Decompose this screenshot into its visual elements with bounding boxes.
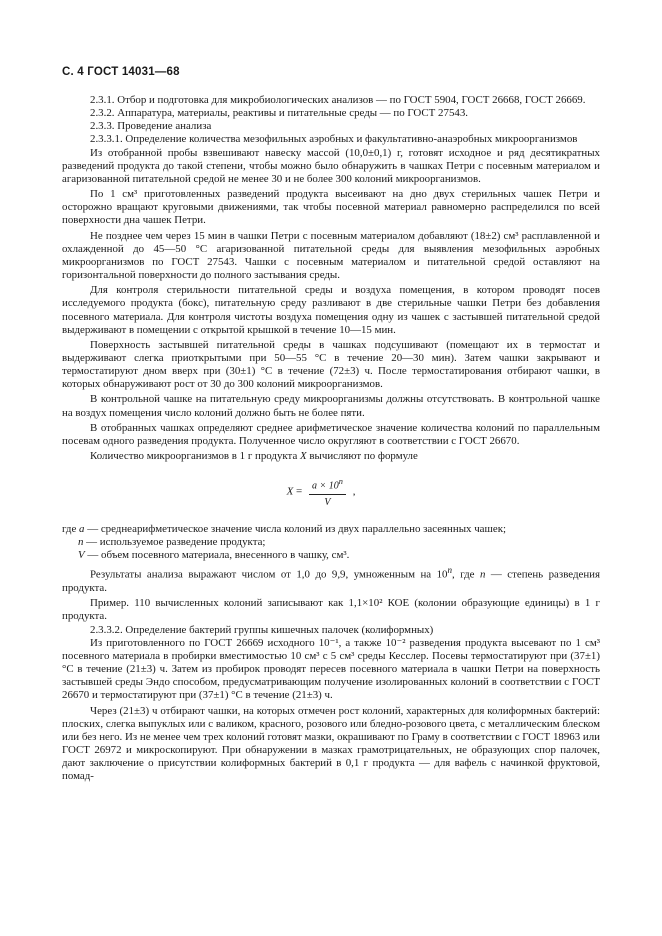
paragraph: Через (21±3) ч отбирают чашки, на которых отмечен рост колоний, характерных для колиформных бактерий: плоских, слегка выпуклых или с валиком, красного, розового или бледно-розового цвета, с металлическим блеском или без него. Из не менее чем трех колоний готовят мазки, окрашивают по Граму в соответствии с ГОСТ 18963 или ГОСТ 26972 и микроскопируют. При обнаружении в мазках грамотрицательных, не образующих спор палочек, дают заключение о присутствии колиформных бактерий в 0,1 г продукта — для вафель с начинкой фруктовой, помад-	[62, 704, 600, 783]
legend-item: где a — среднеарифметическое значение числа колоний из двух параллельно засеянных чашек;	[62, 522, 507, 535]
paragraph: Для контроля стерильности питательной среды и воздуха помещения, в котором проводят посев исследуемого продукта (бокс), питательную среду разливают в две стерильные чашки Петри без добавления посевного материала. Для контроля чистоты воздуха помещения одну из чашек с застывшей питательной средой выдерживают в помещении с открытой крышкой в течение 10—15 мин.	[62, 284, 600, 336]
formula	[52, 475, 590, 509]
paragraph: В контрольной чашке на питательную среду микроорганизмы должны отсутствовать. В контрольной чашке на воздух помещения число колоний должно быть не более пяти.	[62, 393, 600, 419]
paragraph: Не позднее чем через 15 мин в чашки Петри с посевным материалом добавляют (18±2) см³ расплавленной и охлажденной до 45—50 °С агаризованной питательной среды для выявления мезофильных аэробных микроорганизмов по ГОСТ 27543. Чашки с посевным материалом и питательной средой оставляют на горизонтальной поверхности до полного застывания среды.	[62, 229, 600, 282]
page-header: С. 4 ГОСТ 14031—68	[62, 66, 180, 78]
formula-lhs: X	[286, 485, 294, 498]
paragraph: Поверхность застывшей питательной среды в чашках подсушивают (помещают их в термостат и выдерживают слегка приоткрытыми при 50—55 °С в течение 20—30 мин). Затем чашки закрывают и термостатируют дном вверх при (30±1) °С в течение (72±3) ч. После термостатирования отбирают чашки, в которых обнаруживают рост от 30 до 300 колоний микроорганизмов.	[62, 338, 600, 391]
formula-exponent: n	[338, 477, 343, 487]
paragraph: Результаты анализа выражают числом от 1,0 до 9,9, умноженным на 10$^n$, где n — степень разведения продукта.	[62, 565, 601, 595]
paragraph: 2.3.2. Аппаратура, материалы, реактивы и питательные среды — по ГОСТ 27543.	[90, 107, 469, 120]
formula-legend	[62, 523, 600, 562]
formula-intro-var: X	[300, 450, 307, 463]
paragraph: 2.3.3.2. Определение бактерий группы кишечных палочек (колиформных)	[90, 623, 434, 636]
formula-tail: ,	[349, 485, 356, 498]
formula-numerator: $a \times 10^n$	[309, 475, 346, 494]
formula-denominator: V	[324, 496, 331, 508]
paragraph: 2.3.1. Отбор и подготовка для микробиологических анализов — по ГОСТ 5904, ГОСТ 26668, ГОСТ 26669.	[90, 94, 586, 106]
paragraph: 2.3.3.1. Определение количества мезофильных аэробных и факультативно-анаэробных микроорганизмов	[90, 133, 578, 146]
formula-equals: =	[293, 485, 306, 498]
formula-intro: Количество микроорганизмов в 1 г продукта X вычисляют по формуле	[90, 450, 418, 463]
paragraph: Пример. 110 вычисленных колоний записывают как 1,1×10² КОЕ (колонии образующие единицы) в 1 г продукта.	[62, 597, 600, 623]
paragraph: 2.3.3. Проведение анализа	[90, 120, 212, 133]
paragraph: Из отобранной пробы взвешивают навеску массой (10,0±0,1) г, готовят исходное и ряд десятикратных разведений продукта до такой степени, чтобы можно было обнаружить в чашках Петри с посевным материалом и агаризованной питательной средой не менее 30 и не более 300 колоний микроорганизмов.	[62, 146, 600, 185]
paragraph: Из приготовленного по ГОСТ 26669 исходного 10⁻¹, а также 10⁻² разведения продукта высевают по 1 см³ посевного материала в пробирки вместимостью 10 см³ с 5 см³ среды Кесслер. Посевы термостатируют при (37±1) °С в течение (21±3) ч. Затем из пробирок проводят пересев посевного материала в чашки Петри на поверхность застывшей среды Эндо способом, предусматривающим получение изолированных колоний в соответствии с ГОСТ 26670 и термостатируют при (37±1) °С в течение (21±3) ч.	[62, 636, 600, 702]
paragraph: По 1 см³ приготовленных разведений продукта высеивают на дно двух стерильных чашек Петри и осторожно вращают круговыми движениями, так чтобы посевной материал равномерно распределился по всей поверхности дна чашек Петри.	[62, 188, 600, 227]
formula-fraction	[309, 475, 346, 509]
paragraph: В отобранных чашках определяют среднее арифметическое значение количества колоний по параллельным посевам одного разведения продукта. Полученное число округляют в соответствии с ГОСТ 26670.	[62, 421, 600, 447]
legend-item: V — объем посевного материала, внесенного в чашку, см³.	[78, 549, 350, 562]
document-body	[62, 94, 600, 783]
legend-item: n — используемое разведение продукта;	[78, 536, 266, 549]
